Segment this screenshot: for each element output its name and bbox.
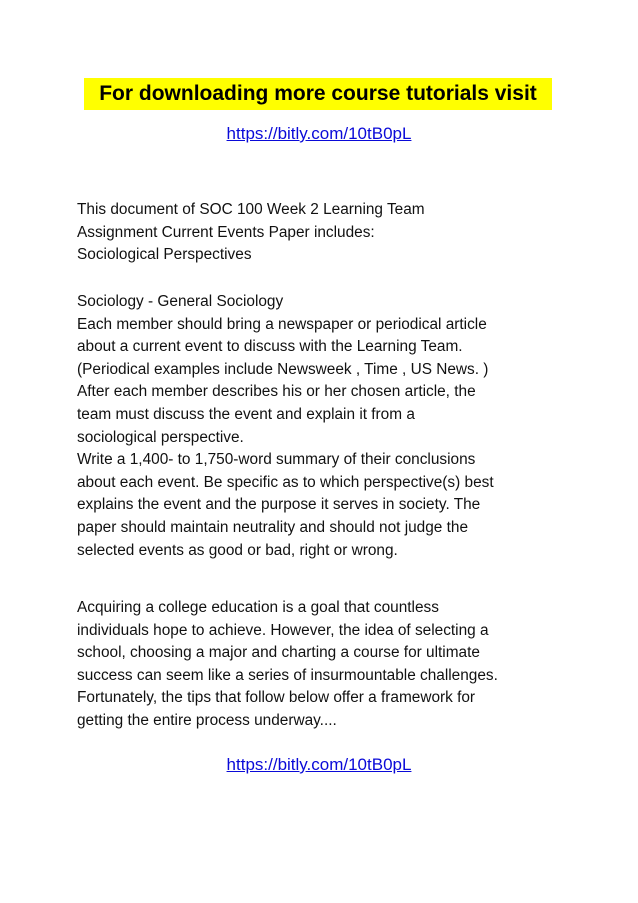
tutorial-link-bottom[interactable]: https://bitly.com/10tB0pL (226, 755, 412, 774)
tutorial-link-top[interactable]: https://bitly.com/10tB0pL (226, 124, 412, 143)
assignment-line: about each event. Be specific as to which perspective(s) best (77, 473, 494, 491)
closing-line: individuals hope to achieve. However, the idea of selecting a (77, 621, 489, 639)
closing-line: school, choosing a major and charting a course for ultimate (77, 644, 480, 662)
assignment-line: (Periodical examples include Newsweek , Time , US News. ) (77, 360, 489, 378)
promo-banner: For downloading more course tutorials visit (84, 78, 552, 110)
assignment-line: After each member describes his or her chosen article, the (77, 383, 476, 401)
intro-line: Assignment Current Events Paper includes: (77, 223, 375, 241)
assignment-paragraph (77, 291, 567, 562)
closing-line: getting the entire process underway.... (77, 711, 337, 729)
assignment-line: about a current event to discuss with the Learning Team. (77, 338, 463, 356)
assignment-line: Each member should bring a newspaper or periodical article (77, 315, 487, 333)
closing-line: success can seem like a series of insurmountable challenges. (77, 666, 498, 684)
closing-line: Acquiring a college education is a goal that countless (77, 599, 439, 616)
assignment-line: sociological perspective. (77, 428, 244, 446)
assignment-line: explains the event and the purpose it serves in society. The (77, 496, 481, 514)
intro-line: This document of SOC 100 Week 2 Learning Team (77, 201, 425, 218)
assignment-line: Sociology - General Sociology (77, 293, 284, 310)
closing-paragraph (77, 597, 567, 733)
assignment-line: Write a 1,400- to 1,750-word summary of their conclusions (77, 451, 476, 469)
intro-line: Sociological Perspectives (77, 246, 252, 264)
assignment-line: selected events as good or bad, right or wrong. (77, 541, 398, 559)
assignment-line: paper should maintain neutrality and should not judge the (77, 518, 469, 536)
intro-paragraph (77, 199, 567, 267)
assignment-line: team must discuss the event and explain it from a (77, 405, 415, 423)
closing-line: Fortunately, the tips that follow below offer a framework for (77, 689, 476, 707)
